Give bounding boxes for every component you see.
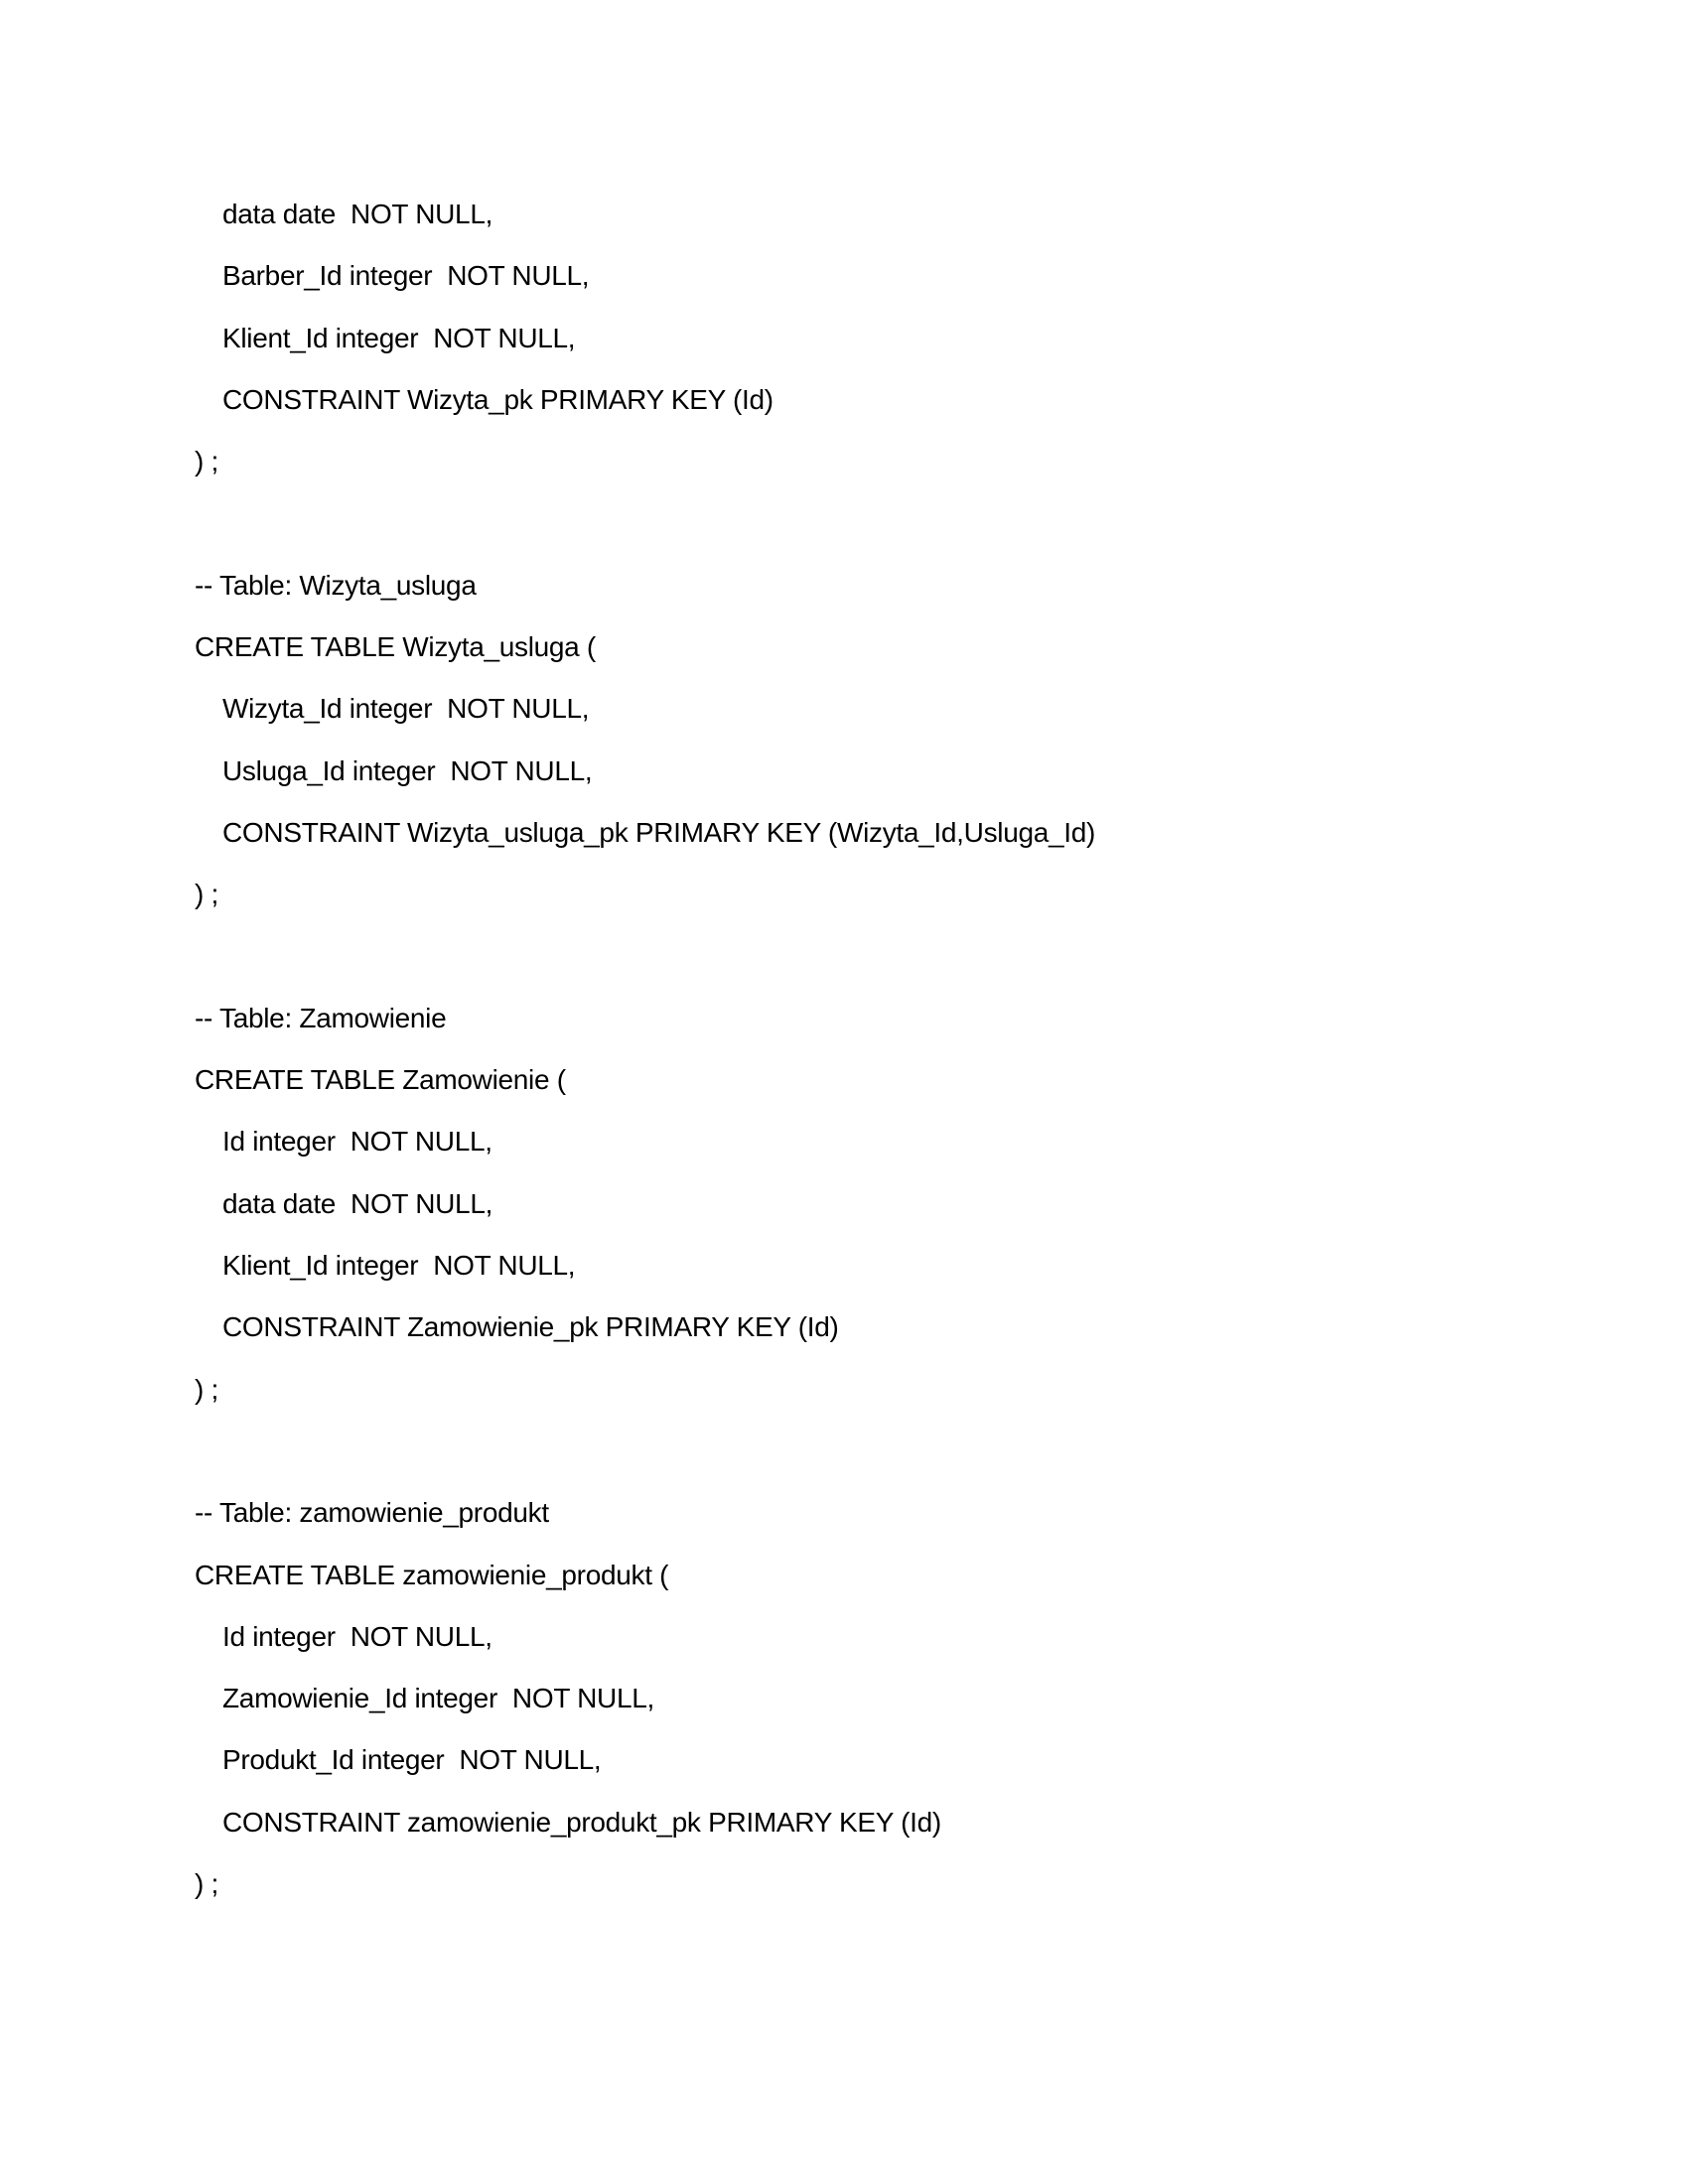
sql-line: ) ; xyxy=(195,446,218,478)
sql-create-statement: CREATE TABLE zamowienie_produkt ( xyxy=(195,1559,669,1590)
sql-line: Produkt_Id integer NOT NULL, xyxy=(222,1744,602,1776)
sql-line: Id integer NOT NULL, xyxy=(222,1126,492,1158)
sql-line: Zamowienie_Id integer NOT NULL, xyxy=(222,1683,654,1714)
sql-line: CONSTRAINT zamowienie_produkt_pk PRIMARY KEY (Id) xyxy=(222,1806,941,1838)
sql-line: data date NOT NULL, xyxy=(222,199,493,229)
sql-line: Klient_Id integer NOT NULL, xyxy=(222,1250,576,1282)
sql-block-zamowienie xyxy=(195,993,1485,1426)
sql-line: Usluga_Id integer NOT NULL, xyxy=(222,754,593,786)
sql-line: Wizyta_Id integer NOT NULL, xyxy=(222,693,590,725)
blank-line xyxy=(195,1426,1485,1487)
sql-comment: -- Table: Wizyta_usluga xyxy=(195,569,477,601)
sql-line: Barber_Id integer NOT NULL, xyxy=(222,260,590,292)
sql-create-statement: CREATE TABLE Zamowienie ( xyxy=(195,1064,566,1096)
blank-line xyxy=(195,931,1485,993)
sql-block-wizyta-usluga xyxy=(195,560,1485,931)
sql-line: CONSTRAINT Zamowienie_pk PRIMARY KEY (Id) xyxy=(222,1311,839,1343)
sql-line: CONSTRAINT Wizyta_pk PRIMARY KEY (Id) xyxy=(222,383,774,415)
sql-create-statement: CREATE TABLE Wizyta_usluga ( xyxy=(195,631,596,663)
blank-line xyxy=(195,497,1485,559)
sql-comment: -- Table: zamowienie_produkt xyxy=(195,1497,549,1529)
sql-comment: -- Table: Zamowienie xyxy=(195,1002,447,1033)
sql-line: data date NOT NULL, xyxy=(222,1187,493,1219)
sql-block-zamowienie-produkt xyxy=(195,1487,1485,1920)
sql-block-wizyta-tail xyxy=(195,189,1485,497)
sql-line: Id integer NOT NULL, xyxy=(222,1620,492,1652)
sql-line: ) ; xyxy=(195,1868,218,1900)
sql-line: Klient_Id integer NOT NULL, xyxy=(222,322,576,353)
sql-line: CONSTRAINT Wizyta_usluga_pk PRIMARY KEY (Wizyta_Id,Usluga_Id) xyxy=(222,816,1096,848)
sql-line: ) ; xyxy=(195,879,218,910)
sql-line: ) ; xyxy=(195,1373,218,1405)
sql-code-body xyxy=(195,189,1485,1920)
